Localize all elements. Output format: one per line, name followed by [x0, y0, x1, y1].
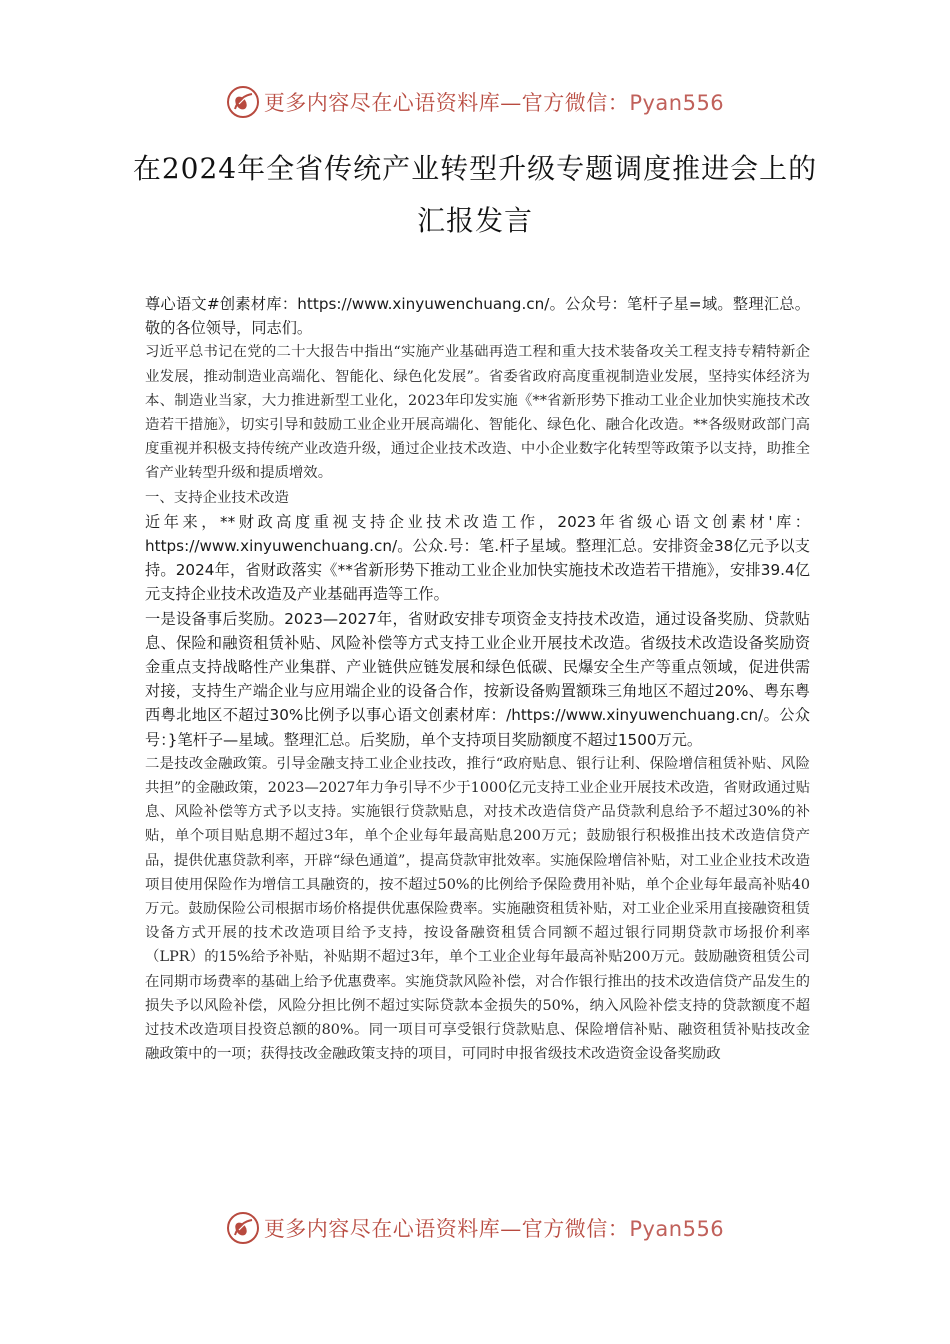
document-title: 在2024年全省传统产业转型升级专题调度推进会上的汇报发言 — [132, 152, 818, 237]
watermark-banner-bottom — [0, 1208, 950, 1248]
mouse-logo-icon — [226, 1211, 260, 1245]
section-heading: 一、支持企业技术改造 — [145, 489, 289, 506]
paragraph-greeting: 尊心语文#创素材库：https://www.xinyuwenchuang.cn/。公众号：笔杆子星=域。整理汇总。敬的各位领导，同志们。 — [145, 295, 810, 338]
wechat-id: Pyan556 — [629, 91, 725, 115]
watermark-banner-top — [0, 82, 950, 122]
mouse-logo-icon — [226, 85, 260, 119]
paragraph-equipment-reward: 一是设备事后奖励。2023—2027年，省财政安排专项资金支持技术改造，通过设备奖励、贷款贴息、保险和融资租赁补贴、风险补偿等方式支持工业企业开展技术改造。省级技术改造设备奖励资金重点支持战略性产业集群、产业链供应链发展和绿色低碳、民爆安全生产等重点领域，促进供需对接，支持生产端企业与应用端企业的设备合作，按新设备购置额珠三角地区不超过20%、粤东粤西粤北地区不超过30%比例予以事心语文创素材库：/https://www.xinyuwenchuang.cn/。公众号：}笔杆子—星域。整理汇总。后奖励，单个支持项目奖励额度不超过1500万元。 — [145, 609, 810, 749]
paragraph-finance-policy: 二是技改金融政策。引导金融支持工业企业技改，推行“政府贴息、银行让利、保险增信租赁补贴、风险共担”的金融政策，2023—2027年力争引导不少于1000亿元支持工业企业开展技术改造，省财政通过贴息、风险补偿等方式予以支持。实施银行贷款贴息，对技术改造信贷产品贷款利息给予不超过30%的补贴，单个项目贴息期不超过3年，单个企业每年最高贴息200万元；鼓励银行积极推出技术改造信贷产品，提供优惠贷款利率，开辟“绿色通道”，提高贷款审批效率。实施保险增信补贴，对工业企业技术改造项目使用保险作为增信工具融资的，按不超过50%的比例给予保险费用补贴，单个企业每年最高补贴40万元。鼓励保险公司根据市场价格提供优惠保险费率。实施融资租赁补贴，对工业企业采用直接融资租赁设备方式开展的技术改造项目给予支持，按设备融资租赁合同额不超过银行同期贷款市场报价利率（LPR）的15%给予补贴，补贴期不超过3年，单个工业企业每年最高补贴200万元。鼓励融资租赁公司在同期市场费率的基础上给予优惠费率。实施贷款风险补偿，对合作银行推出的技术改造信贷产品发生的损失予以风险补偿，风险分担比例不超过实际贷款本金损失的50%，纳入风险补偿支持的贷款额度不超过技术改造项目投资总额的80%。同一项目可享受银行贷款贴息、保险增信补贴、融资租赁补贴技改金融政策中的一项；获得技改金融政策支持的项目，可同时申报省级技术改造资金设备奖励政 — [145, 755, 810, 1063]
wechat-id: Pyan556 — [629, 1217, 725, 1241]
paragraph-overview: 近年来，**财政高度重视支持企业技术改造工作，2023年省级心语文创素材'库：https://www.xinyuwenchuang.cn/。公众.号：笔.杆子星域。整理汇总。安排资金38亿元予以支持。2024年，省财政落实《**省新形势下推动工业企业加快实施技术改造若干措施》，安排39.4亿元支持企业技术改造及产业基础再造等工作。 — [145, 512, 810, 604]
document-body — [145, 292, 810, 1067]
watermark-text: 更多内容尽在心语资料库—官方微信：Pyan556 — [263, 91, 725, 115]
paragraph-intro: 习近平总书记在党的二十大报告中指出“实施产业基础再造工程和重大技术装备攻关工程支持专精特新企业发展，推动制造业高端化、智能化、绿色化发展”。省委省政府高度重视制造业发展，坚持实体经济为本、制造业当家，大力推进新型工业化，2023年印发实施《**省新形势下推动工业企业加快实施技术改造若干措施》，切实引导和鼓励工业企业开展高端化、智能化、绿色化、融合化改造。**各级财政部门高度重视并积极支持传统产业改造升级，通过企业技术改造、中小企业数字化转型等政策予以支持，助推全省产业转型升级和提质增效。 — [145, 344, 810, 482]
watermark-text: 更多内容尽在心语资料库—官方微信：Pyan556 — [263, 1217, 725, 1241]
